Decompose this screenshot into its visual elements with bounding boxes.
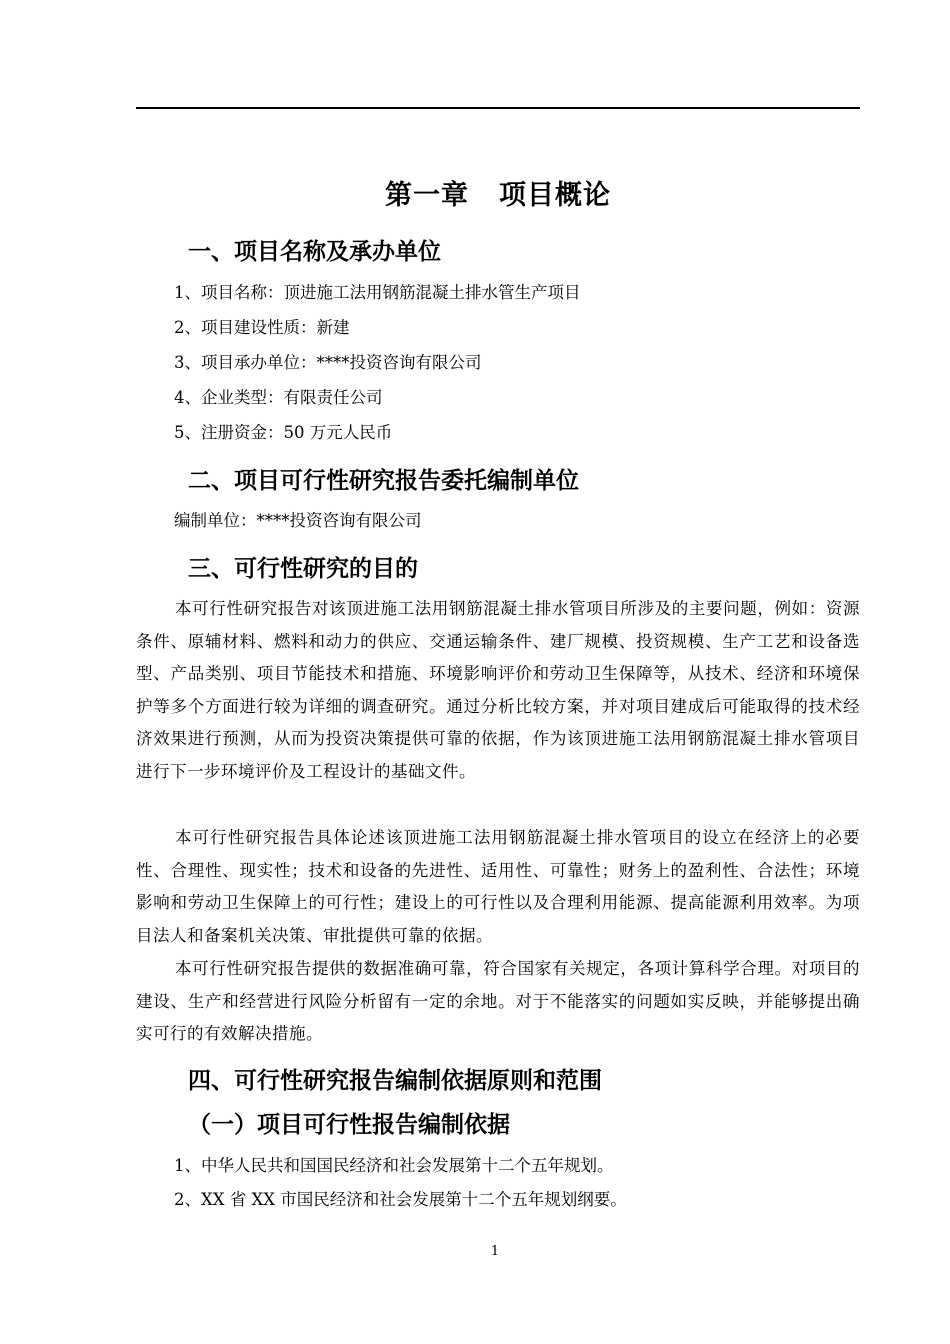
section4-item-2: 2、XX 省 XX 市国民经济和社会发展第十二个五年规划纲要。 (174, 1190, 627, 1209)
section3-paragraph-1: 本可行性研究报告对该顶进施工法用钢筋混凝土排水管项目所涉及的主要问题，例如：资源条件、原辅材料、燃料和动力的供应、交通运输条件、建厂规模、投资规模、生产工艺和设备选型、产品类别、项目节能技术和措施、环境影响评价和劳动卫生保障等，从技术、经济和环境保护等多个方面进行较为详细的调查研究。通过分析比较方案，并对项目建成后可能取得的技术经济效果进行预测，从而为投资决策提供可靠的依据，作为该顶进施工法用钢筋混凝土排水管项目进行下一步环境评价及工程设计的基础文件。 (136, 599, 860, 781)
section1-item-3: 3、项目承办单位：****投资咨询有限公司 (174, 353, 482, 372)
section1-item-1: 1、项目名称：顶进施工法用钢筋混凝土排水管生产项目 (174, 283, 581, 302)
section3-paragraph-3: 本可行性研究报告提供的数据准确可靠，符合国家有关规定，各项计算科学合理。对项目的建设、生产和经营进行风险分析留有一定的余地。对于不能落实的问题如实反映，并能够提出确实可行的有效解决措施。 (136, 959, 860, 1044)
section2-text: 编制单位：****投资咨询有限公司 (174, 511, 422, 530)
section3-paragraph-2: 本可行性研究报告具体论述该顶进施工法用钢筋混凝土排水管项目的设立在经济上的必要性、合理性、现实性；技术和设备的先进性、适用性、可靠性；财务上的盈利性、合法性；环境影响和劳动卫生保障上的可行性；建设上的可行性以及合理利用能源、提高能源利用效率。为项目法人和备案机关决策、审批提供可靠的依据。 (136, 828, 860, 945)
section4-heading: 四、可行性研究报告编制依据原则和范围 (188, 1068, 602, 1094)
section1-heading: 一、项目名称及承办单位 (188, 239, 441, 265)
section4-subheading: （一）项目可行性报告编制依据 (188, 1112, 510, 1138)
chapter-number: 第一章 (385, 180, 469, 211)
section1-item-5: 5、注册资金：50 万元人民币 (174, 423, 393, 442)
section3-heading: 三、可行性研究的目的 (188, 556, 418, 582)
section1-item-2: 2、项目建设性质：新建 (174, 318, 350, 337)
header-rule (136, 107, 860, 109)
chapter-title (136, 178, 860, 214)
section1-item-4: 4、企业类型：有限责任公司 (174, 388, 383, 407)
section2-heading: 二、项目可行性研究报告委托编制单位 (188, 468, 579, 494)
chapter-name: 项目概论 (499, 180, 611, 211)
section4-item-1: 1、中华人民共和国国民经济和社会发展第十二个五年规划。 (174, 1156, 614, 1175)
page-number: 1 (490, 1244, 500, 1259)
